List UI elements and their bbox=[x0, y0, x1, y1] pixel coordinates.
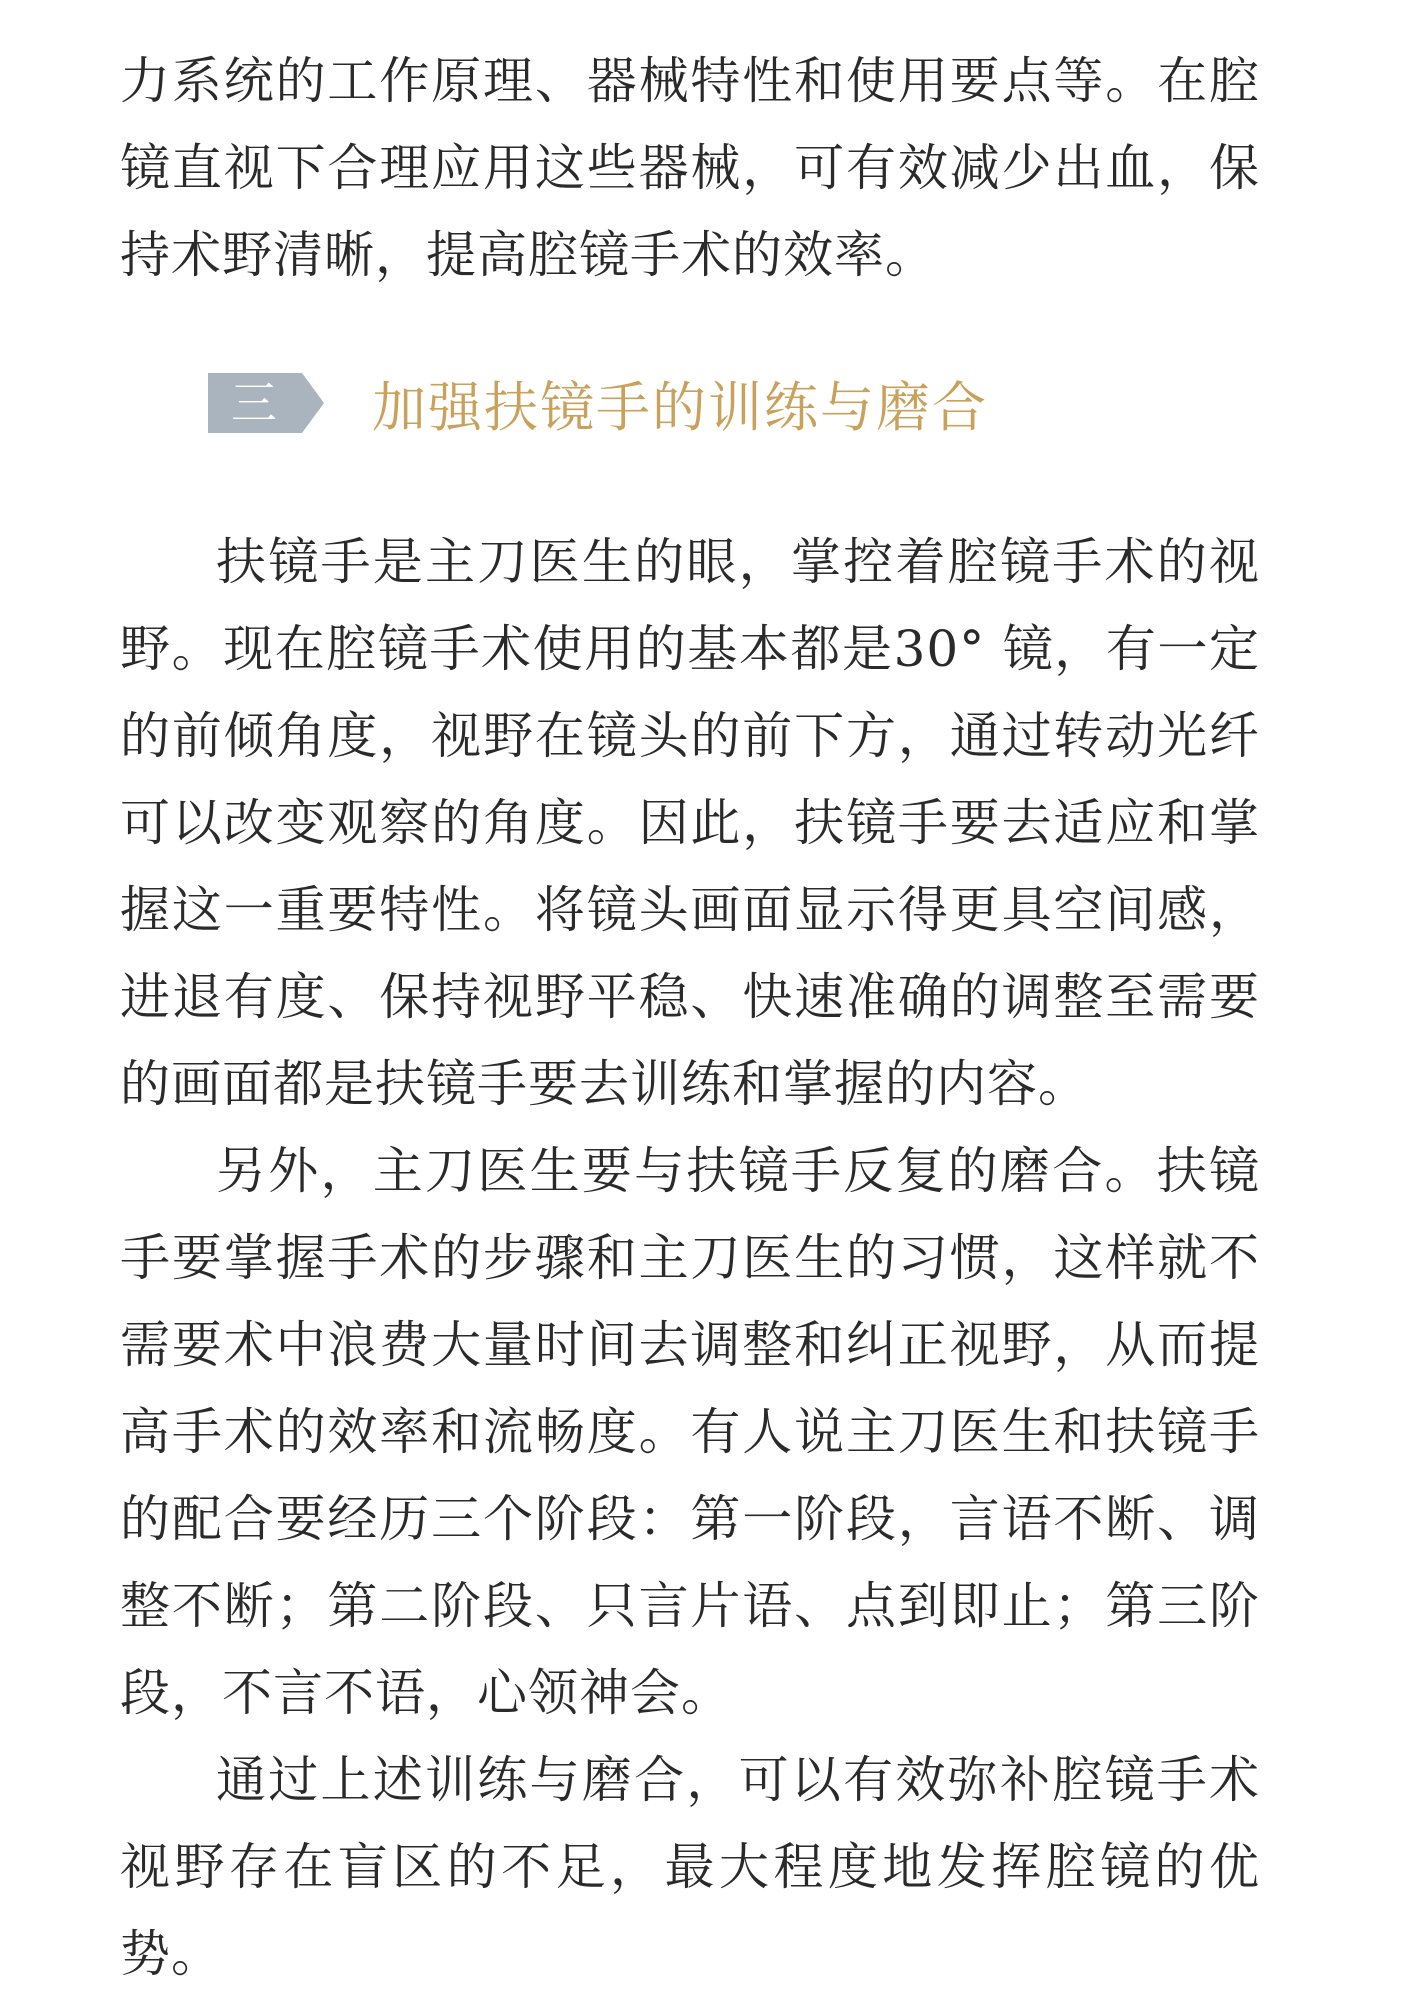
section-number-badge bbox=[208, 373, 324, 433]
section-number: 三 bbox=[231, 376, 277, 430]
arrow-badge-icon bbox=[208, 373, 324, 433]
paragraph-3: 通过上述训练与磨合，可以有效弥补腔镜手术视野存在盲区的不足，最大程度地发挥腔镜的优势。 bbox=[120, 1751, 1260, 1983]
section-title: 加强扶镜手的训练与磨合 bbox=[372, 375, 988, 439]
paragraph-1: 扶镜手是主刀医生的眼，掌控着腔镜手术的视野。现在腔镜手术使用的基本都是30° 镜，有一定的前倾角度，视野在镜头的前下方，通过转动光纤可以改变观察的角度。因此，扶镜手要去适应和掌握这一重要特性。将镜头画面显示得更具空间感，进退有度、保持视野平稳、快速准确的调整至需要的画面都是扶镜手要去训练和掌握的内容。 bbox=[120, 533, 1260, 1113]
paragraph-2: 另外，主刀医生要与扶镜手反复的磨合。扶镜手要掌握手术的步骤和主刀医生的习惯，这样就不需要术中浪费大量时间去调整和纠正视野，从而提高手术的效率和流畅度。有人说主刀医生和扶镜手的配合要经历三个阶段：第一阶段，言语不断、调整不断；第二阶段、只言片语、点到即止；第三阶段，不言不语，心领神会。 bbox=[120, 1142, 1260, 1722]
paragraph-continued: 力系统的工作原理、器械特性和使用要点等。在腔镜直视下合理应用这些器械，可有效减少出血，保持术野清晰，提高腔镜手术的效率。 bbox=[120, 52, 1260, 284]
section-heading bbox=[208, 367, 1260, 439]
document-page bbox=[120, 38, 1260, 1998]
